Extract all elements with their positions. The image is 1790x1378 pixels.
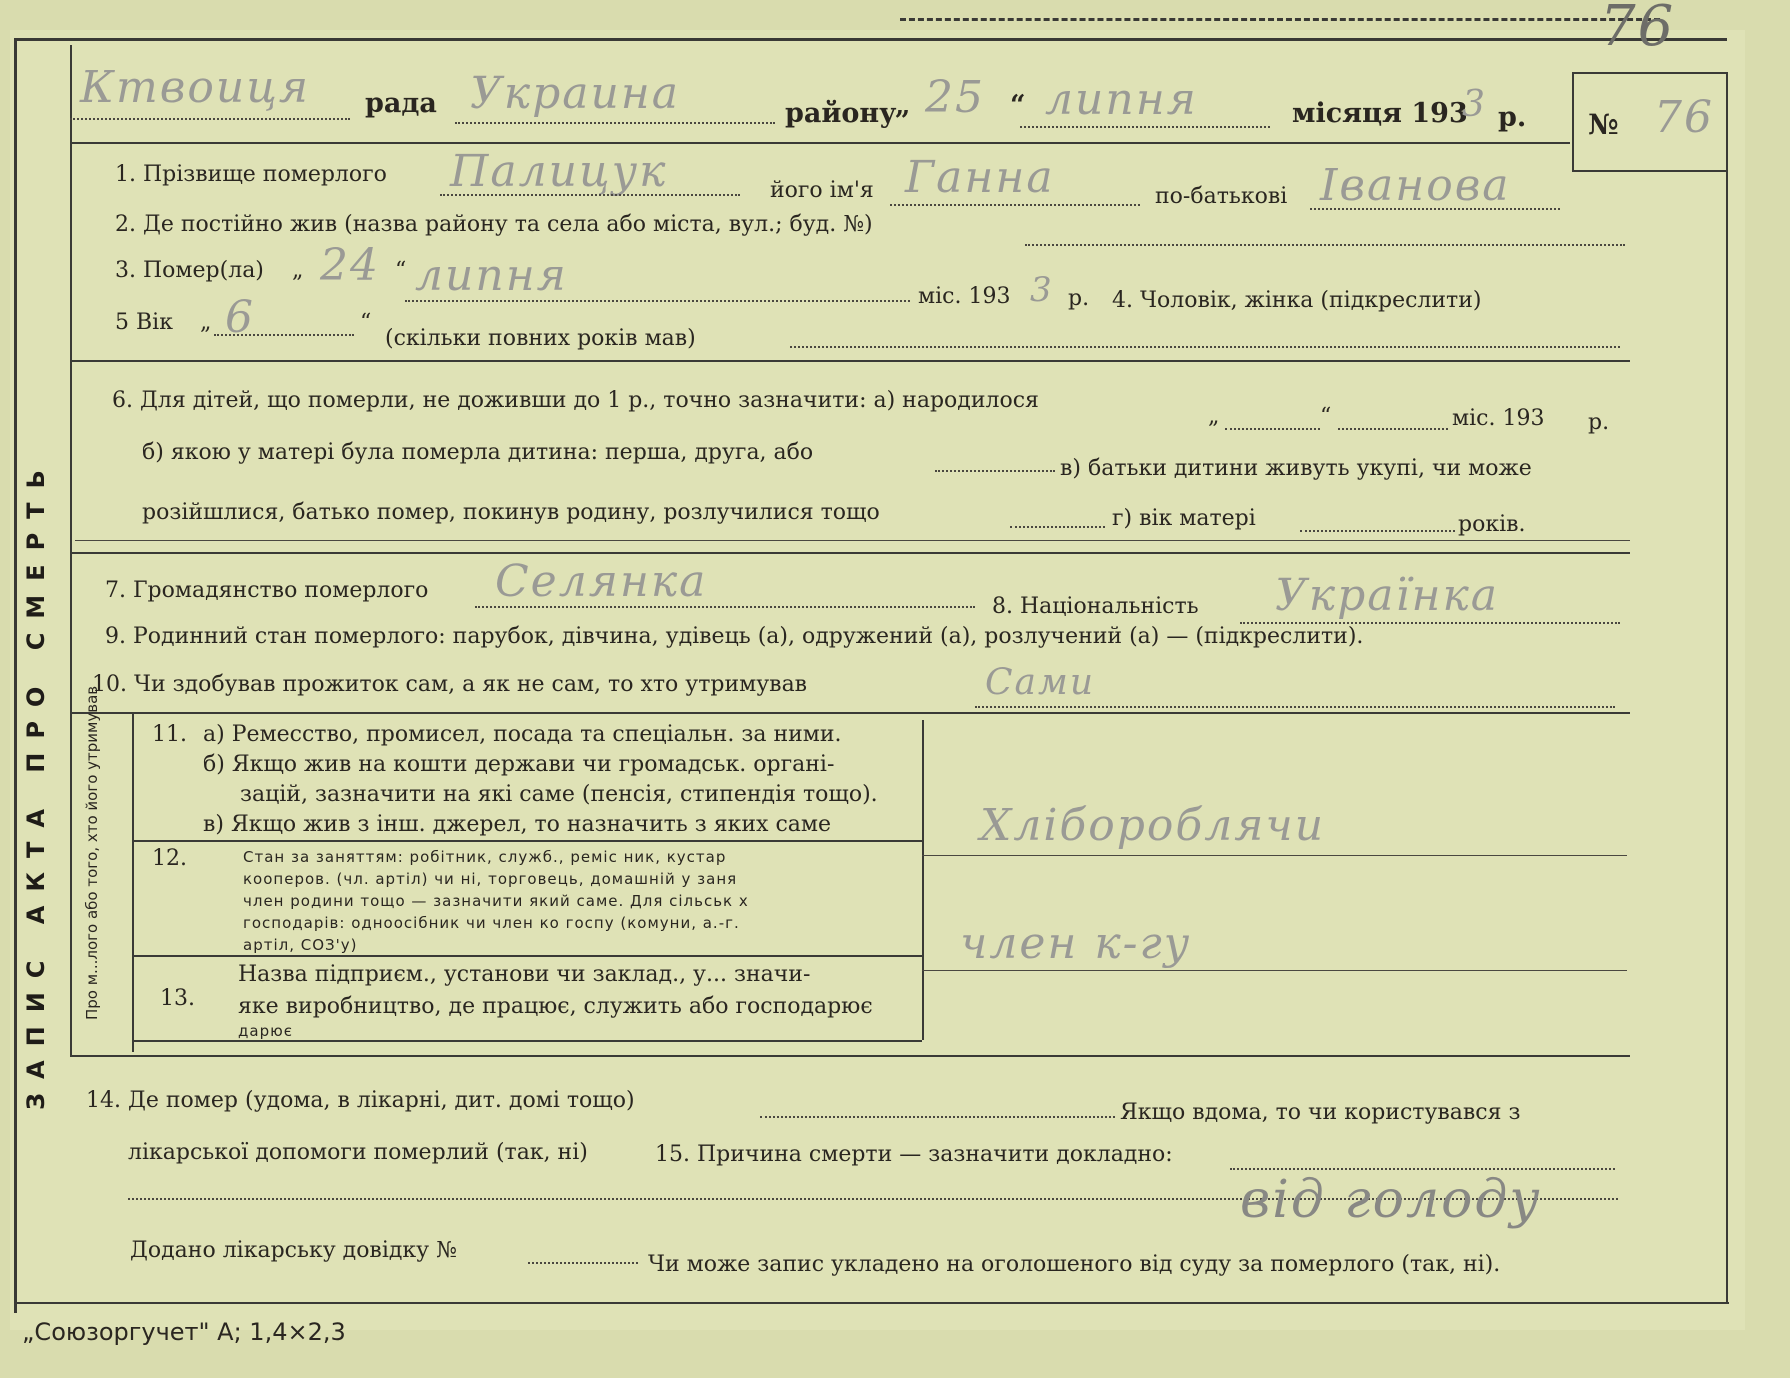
block-middle-divider [922, 720, 924, 1040]
occupation-b1: б) Якщо жив на кошти держави чи громадськ. органі- [203, 752, 835, 777]
home-question: Якщо вдома, то чи користувався з [1120, 1100, 1521, 1125]
residence-line [1025, 244, 1625, 246]
child-death-line1: 6. Для дітей, що померли, не доживши до 1 р., точно зазначити: а) народилося [112, 388, 1039, 413]
month-line [1020, 126, 1270, 128]
sex-label: 4. Чоловік, жінка (підкреслити) [1112, 288, 1482, 313]
cause-label: 15. Причина смерти — зазначити докладно: [655, 1142, 1173, 1167]
death-day-handwritten: 24 [320, 240, 380, 291]
status-handwritten: член к-гу [960, 918, 1192, 969]
name-label: його ім'я [770, 178, 874, 203]
section-rule-1 [70, 360, 1630, 362]
frame-top-border [15, 38, 1727, 41]
mother-age-line [1300, 530, 1455, 532]
workplace-line2: яке виробництво, де працює, служить або господарює [238, 994, 873, 1019]
record-number-handwritten: 76 [1654, 92, 1714, 143]
tear-line [900, 18, 1660, 21]
medical-cert-line [528, 1262, 638, 1264]
nationality-label: 8. Національність [992, 594, 1199, 619]
age-label: 5 Вік [115, 310, 173, 335]
number-label: № [1588, 108, 1619, 141]
child-death-line3b: г) вік матері [1112, 506, 1256, 531]
status-line5: артіл, СОЗ'у) [243, 936, 358, 954]
death-place-label: 14. Де помер (удома, в лікарні, дит. домі тощо) [86, 1088, 635, 1113]
council-line [70, 118, 350, 120]
occupation-num: 11. [152, 722, 187, 747]
section-rule-4 [70, 1055, 1630, 1057]
workplace-line1: Назва підприєм., установи чи заклад., у... значи- [238, 962, 811, 987]
frame-left-border [14, 38, 17, 1313]
child-birth-day-line [1225, 428, 1320, 430]
name-handwritten: Ганна [905, 152, 1055, 203]
header-rule [70, 142, 1570, 144]
citizenship-handwritten: Селянка [495, 556, 708, 607]
residence-label: 2. Де постійно жив (назва району та села або міста, вул.; буд. №) [115, 212, 873, 237]
child-death-line3a: розійшлися, батько помер, покинув родину, розлучилися тощо [142, 500, 880, 525]
patronymic-handwritten: Іванова [1320, 160, 1511, 211]
name-line [890, 204, 1140, 206]
status-line1: Стан за заняттям: робітник, служб., реміс ник, кустар [243, 848, 727, 866]
year-suffix: р. [1498, 102, 1527, 133]
printer-footer: „Союзоргучет" А; 1,4×2,3 [22, 1318, 346, 1346]
block-bottom-rule [132, 1040, 922, 1042]
child-death-line3c: років. [1458, 512, 1526, 537]
death-place-line [760, 1116, 1115, 1118]
child-order-line [935, 470, 1055, 472]
patronymic-label: по-батькові [1155, 184, 1288, 209]
district-label: району [785, 98, 897, 129]
status-line4: господарів: одноосібник чи член ко госпу (комуни, а.-г. [243, 914, 740, 932]
court-question: Чи може запис укладено на оголошеного від суду за померлого (так, ні). [648, 1252, 1501, 1277]
cause-handwritten: від голоду [1240, 1170, 1542, 1230]
child-birth-mis: міс. 193 [1452, 406, 1545, 431]
age-note: (скільки повних років мав) [385, 326, 696, 351]
block-right-rule-1 [922, 855, 1627, 856]
block-left-divider [132, 712, 134, 1052]
occupation-a: а) Ремесство, промисел, посада та спеціальн. за ними. [203, 722, 842, 747]
surname-line [440, 194, 740, 196]
block-rule-11-12 [132, 840, 922, 842]
status-line2: кооперов. (чл. артіл) чи ні, торговець, домашній у заня [243, 870, 738, 888]
death-month-handwritten: липня [415, 250, 568, 301]
month-handwritten: липня [1045, 74, 1198, 125]
child-death-line2b: в) батьки дитини живуть укупі, чи може [1060, 456, 1532, 481]
surname-label: 1. Прізвище померлого [115, 162, 387, 187]
block-rule-12-13 [132, 955, 922, 957]
surname-handwritten: Палицук [450, 146, 668, 197]
support-label: 10. Чи здобував прожиток сам, а як не сам, то хто утримував [92, 672, 808, 697]
medical-cert-label: Додано лікарську довідку № [130, 1238, 457, 1263]
corner-record-number: 76 [1600, 0, 1676, 59]
death-date-line [405, 300, 910, 302]
block-right-rule-2 [922, 970, 1627, 971]
citizenship-label: 7. Громадянство померлого [105, 578, 429, 603]
workplace-num: 13. [160, 986, 195, 1011]
block-top-rule [70, 712, 1630, 714]
district-line [455, 122, 775, 124]
month-label: місяця 193 [1292, 98, 1468, 129]
council-name-handwritten: Ктвоиця [80, 62, 311, 113]
side-title: ЗАПИС АКТА ПРО СМЕРТЬ [22, 456, 50, 1110]
age-handwritten: 6 [225, 292, 255, 343]
nationality-handwritten: Українка [1275, 570, 1500, 621]
day-handwritten: 25 [925, 72, 985, 123]
status-line3: член родини тощо — зазначити який саме. Для сільськ х [243, 892, 749, 910]
district-handwritten: Украина [470, 68, 681, 119]
occupation-b2: зацій, зазначити на які саме (пенсія, стипендія тощо). [240, 782, 878, 807]
parents-status-line [1010, 526, 1105, 528]
child-death-line2a: б) якою у матері була померла дитина: перша, друга, або [142, 440, 814, 465]
age-line [214, 334, 354, 336]
section-rule-3 [70, 552, 1630, 554]
marital-label: 9. Родинний стан померлого: парубок, дівчина, удівець (а), одружений (а), розлучений (а) — (підкреслити). [105, 624, 1364, 649]
occupation-handwritten: Хлібороблячи [980, 800, 1326, 851]
child-birth-month-line [1338, 428, 1448, 430]
record-number-box [1572, 72, 1728, 172]
died-label: 3. Помер(ла) [115, 258, 264, 283]
year-handwritten: 3 [1462, 84, 1487, 125]
support-line [975, 706, 1615, 708]
death-r: р. [1068, 286, 1090, 311]
patronymic-line [1310, 208, 1560, 210]
frame-bottom-border [14, 1302, 1729, 1304]
workplace-line3: дарює [238, 1022, 293, 1040]
support-handwritten: Сами [985, 662, 1096, 703]
block-rotated-label: Про м...лого або того, хто його утримував [83, 685, 101, 1020]
child-birth-r: р. [1588, 410, 1610, 435]
status-num: 12. [152, 846, 187, 871]
citizenship-line [475, 606, 975, 608]
death-mis-label: міс. 193 [918, 284, 1011, 309]
frame-right-border [1726, 80, 1728, 1302]
section-rule-2 [75, 540, 1630, 541]
occupation-c: в) Якщо жив з інш. джерел, то назначить з яких саме [203, 812, 832, 837]
medical-help-label: лікарської допомоги померлий (так, ні) [128, 1140, 588, 1165]
rada-label: рада [365, 88, 437, 119]
age-note-line [790, 346, 1620, 348]
death-year-handwritten: 3 [1030, 270, 1054, 310]
side-divider [70, 45, 72, 1055]
